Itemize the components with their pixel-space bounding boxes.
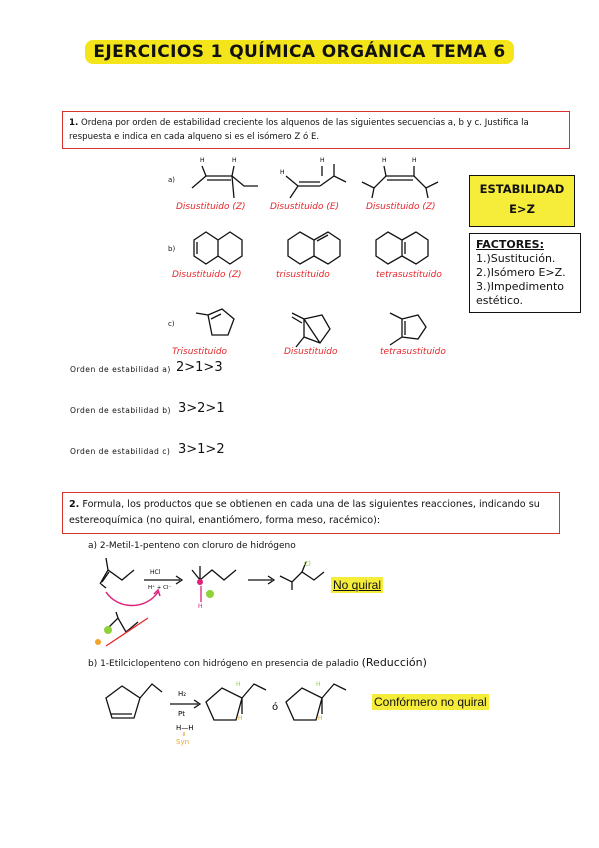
svg-text:H: H [280,169,285,176]
orden-a-answer: 2>1>3 [176,360,223,375]
molecule-b1 [188,228,268,273]
orden-c-answer: 3>1>2 [178,442,225,457]
svg-text:H: H [200,157,205,164]
row-label-b: b) [168,245,176,253]
orden-c-label: Orden de estabilidad c) [70,447,171,456]
label-c2: Disustituido [284,347,338,357]
svg-text:H: H [238,715,243,722]
molecule-a1 [190,152,270,202]
svg-text:H: H [198,603,203,610]
svg-text:H⁺ + Cl⁻: H⁺ + Cl⁻ [148,585,172,591]
svg-text:HCl: HCl [150,569,161,576]
svg-text:H₂: H₂ [178,690,187,698]
exercise-2-statement: 2. Formula, los productos que se obtienen en cada una de las siguientes reacciones, indicando su estereoquímica (no quiral, enantiómero, forma meso, racémico): [62,492,560,534]
label-b1: Disustituido (Z) [172,270,242,280]
page-title: EJERCICIOS 1 QUÍMICA ORGÁNICA TEMA 6 [0,42,599,62]
label-a1: Disustituido (Z) [176,202,246,212]
svg-text:H: H [412,157,417,164]
row-label-c: c) [168,320,175,328]
svg-text:Cl: Cl [304,560,311,568]
reaction-a-answer: No quiral [333,578,382,592]
reaction-b-title: b) 1-Etilciclopenteno con hidrógeno en presencia de paladio (Reducción) [88,656,427,669]
reaction-b-answer: Confórmero no quiral [374,695,487,709]
svg-text:H—H: H—H [176,724,194,732]
label-a3: Disustituido (Z) [366,202,436,212]
molecule-b2 [284,228,364,273]
label-b3: tetrasustituido [376,270,442,280]
svg-text:H: H [318,715,323,722]
exercise-1-statement: 1. Ordena por orden de estabilidad creciente los alquenos de las siguientes secuencias a, b y c. Justifica la respuesta e indica en cada alqueno si es el isómero Z ó E. [62,111,570,149]
label-a2: Disustituido (E) [270,202,340,212]
svg-text:ó: ó [272,702,279,713]
reaction-a-title: a) 2-Metil-1-penteno con cloruro de hidrógeno [88,541,296,551]
svg-text:H: H [236,681,241,688]
molecule-c1 [194,305,254,350]
svg-text:Syn: Syn [176,738,190,746]
svg-text:H: H [316,681,321,688]
svg-text:Pt: Pt [178,710,185,718]
molecule-a2 [280,152,360,202]
factores-box: FACTORES: 1.)Sustitución. 2.)Isómero E>Z. 3.)Impedimento estético. [469,233,581,313]
svg-text:H: H [382,157,387,164]
label-c3: tetrasustituido [380,347,446,357]
label-c1: Trisustituido [172,347,228,357]
orden-b-answer: 3>2>1 [178,401,225,416]
label-b2: trisustituido [276,270,330,280]
svg-text:H: H [232,157,237,164]
svg-text:H: H [320,157,325,164]
row-label-a: a) [168,176,176,184]
estabilidad-box: ESTABILIDAD E>Z [469,175,575,227]
molecule-b3 [372,228,452,273]
orden-b-label: Orden de estabilidad b) [70,406,171,415]
reaction-b-scheme [96,674,376,754]
molecule-a3 [360,152,450,202]
orden-a-label: Orden de estabilidad a) [70,365,171,374]
reaction-a-sketch [88,612,168,654]
